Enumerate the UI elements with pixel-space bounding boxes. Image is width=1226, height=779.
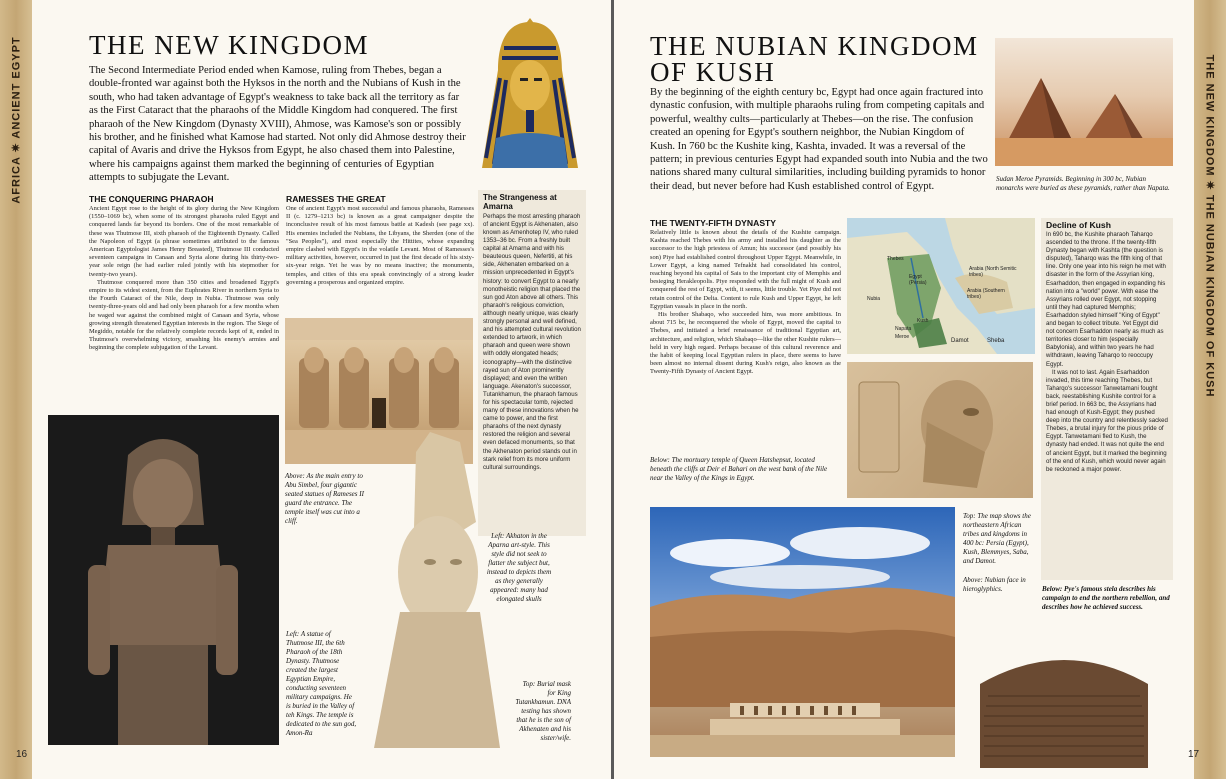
page-title-kush [650,33,980,85]
column-conquering-pharaoh [89,194,279,353]
heading-ramesses: RAMESSES THE GREAT [286,194,386,204]
column-ramesses [286,194,474,287]
right-spine-text: THE NEW KINGDOM ✷ THE NUBIAN KINGDOM OF KUSH [1203,54,1216,398]
map-label-damot: Damot [951,338,969,344]
caption-map: Top: The map shows the northeastern African tribes and kingdoms in 400 bc: Persia (Egypt), Kush, Blemmyes, Saba, and Damot. [963,512,1031,565]
right-page [614,0,1226,779]
map-label-arabia-south: Arabia (Southern tribes) [967,288,1005,300]
map-label-egypt: Egypt (Persia) [909,274,927,286]
caption-nubian-face: Above: Nubian face in hieroglyphics. [963,576,1026,593]
caption-burial-mask: Top: Burial mask for King Tutankhamun. DNA testing has shown that he is the son of Akhenaten and his sister/wife. [515,680,571,742]
caption-akhenaten: Left: Akhaton in the Aparna art-style. This style did not seek to flatter the subject but, instead to depicts them as they generally appeared: many had elongated skulls [486,532,552,603]
caption-stela: Below: Pye's famous stela describes his campaign to end the northern rebellion, and describes how he achieved success. [1042,585,1170,611]
hatshepsut-temple-photo [650,507,955,757]
sidebar-decline-of-kush [1041,218,1173,580]
map-label-napata: Napata [895,326,912,332]
sidebar-decline-heading: Decline of Kush [1046,220,1111,230]
caption-abu-simbel: Above: As the main entry to Abu Simbel, four gigantic seated statues of Rameses II guard the entrance. The temple itself was cut into a cliff. [285,472,364,525]
page-number-right: 17 [1188,749,1200,760]
map-label-kush: Kush [917,318,929,324]
right-spine [1194,0,1226,779]
text-dynasty-p2: His brother Shabaqo, who succeeded him, was more ambitious. In about 715 bc, he reconquered the whole of Egypt, moved the capital to Thebes, and initiated a brief renaissance of traditional Egyptian art, architecture, and religion, which Shabaqo—like the other Kushite rulers—held in very high regard. Perhaps because of this cultural reverence and the habit of keeping local Egyptian rulers in place, there seems to have been almost no internal dissent during Kush's reign, also known as the Twenty-Fifth Dynasty of Ancient Egypt. [650,311,841,376]
map-label-meroe: Meroe [895,334,910,340]
intro-kush: By the beginning of the eighth century bc, Egypt had once again fractured into dynastic confusion, with multiple pharaohs ruling from competing capitals and powerful, wealthy cults—particularly at Thebes—on the rise. The confusion created an opening for Egypt's southern neighbor, the Nubian Kingdom of Kush. In 760 bc the Kushite king, Kashta, invaded. It was a reversal of the pattern; in previous centuries Egypt had expanded south into Nubia and the two nations shared many cultural similarities, including building pyramids to honor their dead, but never before had Kush established control of Egypt. [650,87,988,192]
left-spine-text: AFRICA ✷ ANCIENT EGYPT [10,36,23,204]
caption-thutmose: Left: A statue of Thutmose III, the 6th Pharaoh of the 18th Dynasty. Thutmose created the largest Egyptian Empire, conducting seventeen military campaigns. He is buried in the Valley of teh Kings. The temple is dedicated to the sun god, Amon-Ra [286,630,357,737]
heading-conquering-pharaoh: THE CONQUERING PHARAOH [89,194,214,204]
sidebar-amarna-heading: The Strangeness at Amarna [483,193,557,212]
heading-twenty-fifth-dynasty: THE TWENTY-FIFTH DYNASTY [650,218,777,228]
column-twenty-fifth-dynasty [650,218,841,377]
title-line-2: OF KUSH [650,57,776,87]
caption-meroe: Sudan Meroe Pyramids. Beginning in 300 bc, Nubian monarchs were buried as these pyramids, rather than Napata. [996,175,1170,192]
piye-stela-photo [974,644,1154,768]
text-dynasty-p1: Relatively little is known about the details of the Kushite campaign. Kashta reached Thebes with his army and installed his daughter as the successor to the high priestess of Amun; his successor (and possibly his son) Piye had established control throughout Upper Egypt. Meanwhile, in Lower Egypt, a king named Tefnakht had consolidated his control, reaching beyond his capital of Sais to the important city of Memphis and besieging Herakleopolis. Piye responded with the full might of Kush and conquered the rest of Egypt, with, it seems, little trouble. Yet Piye did not retain control of the Delta. Content to rule Kush and Upper Egypt, he left Egyptian vassals in place in the north. [650,229,841,310]
title-line-1: THE NUBIAN KINGDOM [650,31,979,61]
sidebar-decline-p1: In 690 bc, the Kushite pharaoh Taharqo ascended to the throne. If the twenty-fifth Dynasty began with Kashta (the question is disputed), Taharqo was the fifth king of that line. Only one year into his reign he met with disaster in the form of the Assyrian king, Esarhaddon, then engaged in expanding his nation into a "world" power. With ease the Assyrians rolled over Egypt, not stopping until they had captured Memphis; Esarhaddon styled himself "King of Egypt" and began to collect tribute. Yet Egypt did not concern Esarhaddon nearly as much as territories closer to him (especially Babylonia), and within two years he had withdrawn, leaving Taharqo to reoccupy Egypt. [1046,231,1166,368]
sidebar-decline-p2: It was not to last. Again Esarhaddon invaded, this time reaching Thebes, but Taharqo's successor Tanwetamani fought back, reestablishing Kushite control for a brief period. In 663 bc, the Assyrians had had enough of Kush-Egypt; they pushed deep into the country and relentlessly sacked Thebes, a brutal injury for the pious pride of Egypt. Tanwetamani fled to Kush, the dynasty had ended. It was not quite the end of ancient Egypt, but it marked the beginning of the end of Kush, which would never again be reckoned a major power. [1046,368,1168,473]
intro-new-kingdom: The Second Intermediate Period ended when Kamose, ruling from Thebes, began a double-fronted war against both the Hyksos in the north and the Nubians of Kush in the south, who had taken advantage of Egypt's weakness to take back all the territory as far as the First Cataract that the pharaohs of the Middle Kingdom had conquered. The first pharaoh of the New Kingdom (Dynasty XVIII), Ahmose, was Kamose's son or possibly his brother, and he finished what Kamose had started. Not only did Ahmose destroy their capital of Avaris and drive the Hyksos from Egypt, he also chased them into Palestine, where his campaigns against them marked the beginning of centuries of Egyptian attempts to subjugate the Levant. [89,65,466,184]
map-label-arabia-north: Arabia (North Semitic tribes) [969,266,1017,278]
map-label-nubia: Nubia [867,296,881,302]
tutankhamun-mask-photo [474,18,586,174]
thutmose-statue-photo [48,415,279,745]
sidebar-amarna-text: Perhaps the most arresting pharaoh of ancient Egypt is Akhenaten, also known as Amenhotep IV, who ruled 1353–36 bc. From a freshly built capital at Amarna and with his beauteous queen, Nefertiti, at his side, Akhenaten embarked on a mission unprecedented in Egypt's history: to convert Egypt to a nearly monotheistic religion that placed the sun god Aton above all others. This pharaoh's religious conviction, although nearly unique, was clearly strongly personal and well defined, and his attempted cultural revolution extended to artwork, in which pharaoh and queen were shown with oddly elongated heads; iconography—with the distinctive rayed sun of Aton prominently displayed; and even the written language. Akenaton's successor, Tutankhamun, the pharaoh famous for his spectacular tomb, rejected many of these innovations when he came to power, and the first pharaohs of the next dynasty restored the religion and several even defaced monuments, so that the Akhenaton period stands out in stark relief from its more uniform cultural surroundings. [483,212,581,471]
page-title-new-kingdom: THE NEW KINGDOM [89,30,369,60]
left-spine [0,0,32,779]
meroe-pyramids-photo [995,38,1173,166]
page-number-left: 16 [16,749,28,760]
northeast-africa-map [847,218,1035,354]
text-ramesses-p1: One of ancient Egypt's most successful and famous pharaohs, Ramesses II (c. 1279–1213 bc) is known as a great campaigner despite the inconclusive result of his most famous battle at Kadesh (see page xx). His enemies included the Nubians, the Libyans, the Sherden (one of the "Sea Peoples"), and most especially the Hittites, whose expanding empire clashed with Egypt's in the volatile Levant. Most of Ramesses's military activities, however, occurred in just the first decade of his sixty-six-year reign. Yet he was by no means inactive; the monuments, temples, and cities of this era speak convincingly of a strong leader governing a prosperous and organized empire. [286,205,474,286]
map-label-thebes: Thebes [887,256,904,262]
map-label-sheba: Sheba [987,338,1005,344]
text-conquering-p1: Ancient Egypt rose to the height of its glory during the New Kingdom (1550–1069 bc), when some of its strongest pharaohs ruled Egypt and conquered lands far beyond its borders. One of the most remarkable of these was Thutmose III, sixth pharaoh of the Eighteenth Dynasty. Called the Napoleon of Egypt (a phrase sometimes attributed to the famous American Egyptologist James Henry Breasted), Thutmose III conducted seventeen campaigns in Canaan and Syria alone during his thirty-two-year sole reign (he had earlier ruled jointly with his stepmother for twenty-two years). [89,205,279,278]
text-conquering-p2: Thutmose conquered more than 350 cities and broadened Egypt's empire to its widest extent, from the Euphrates River in northern Syria to the Fourth Cataract of the Nile, deep in Nubia. Thutmose was only twenty-three-years old and had only been pharaoh for a few months when he waged war against the combined might of Canaan and Syria, whose growing strength threatened Egyptian interests in the region. The Siege of Megiddo, notable for the relatively complete records kept of it, ended in Thutmose's overwhelming victory, smashing his enemy's armies and beginning the complete subjugation of the Levant. [89,278,279,352]
left-page [0,0,611,779]
nubian-face-hieroglyph-photo [847,362,1033,498]
caption-hatshepsut: Below: The mortuary temple of Queen Hatshepsut, located beneath the cliffs at Deir el Bahari on the west bank of the Nile near the Valley of the Kings in Egypt. [650,456,828,482]
